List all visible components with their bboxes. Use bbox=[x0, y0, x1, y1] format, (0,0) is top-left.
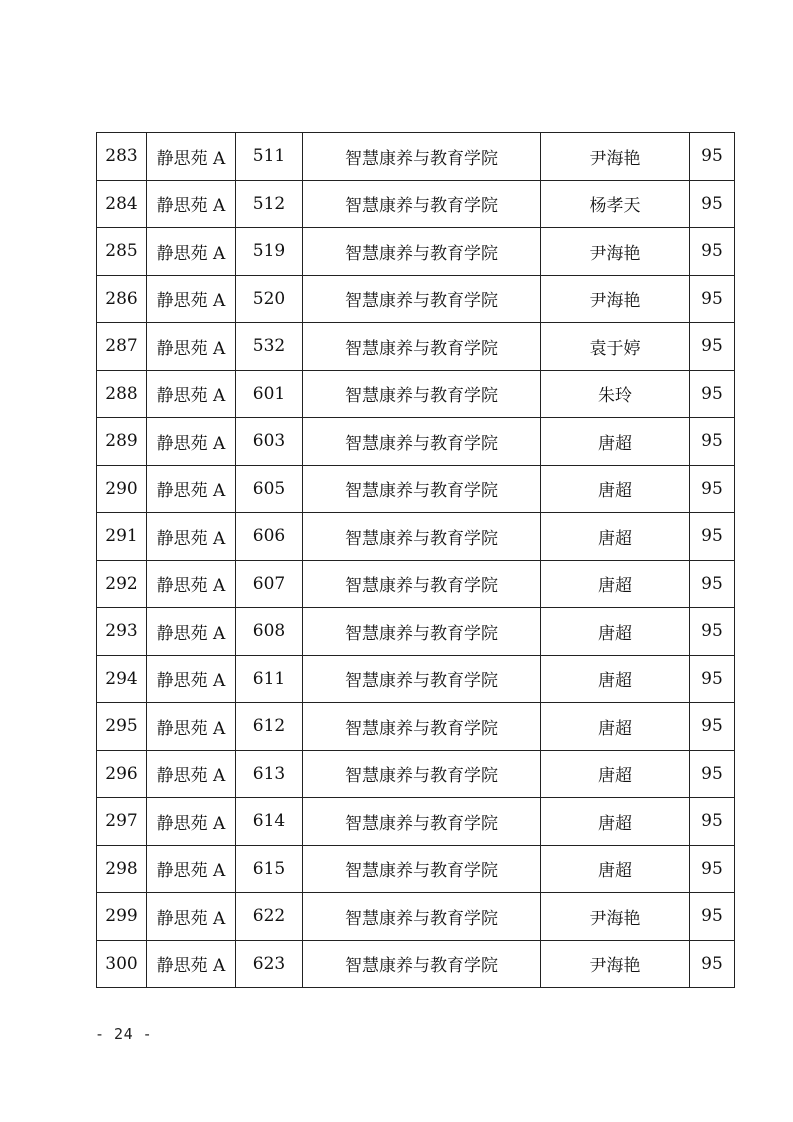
cell-score: 95 bbox=[690, 893, 735, 941]
cell-score: 95 bbox=[690, 608, 735, 656]
cell-building: 静思苑 A bbox=[147, 465, 236, 513]
cell-college: 智慧康养与教育学院 bbox=[303, 275, 541, 323]
table-row bbox=[97, 133, 735, 181]
cell-room: 603 bbox=[236, 418, 303, 466]
cell-room: 613 bbox=[236, 750, 303, 798]
cell-name: 唐超 bbox=[541, 465, 690, 513]
cell-score: 95 bbox=[690, 560, 735, 608]
cell-name: 唐超 bbox=[541, 418, 690, 466]
table-row bbox=[97, 180, 735, 228]
cell-number: 299 bbox=[97, 893, 147, 941]
cell-number: 288 bbox=[97, 370, 147, 418]
cell-number: 289 bbox=[97, 418, 147, 466]
cell-building: 静思苑 A bbox=[147, 323, 236, 371]
cell-building: 静思苑 A bbox=[147, 513, 236, 561]
cell-college: 智慧康养与教育学院 bbox=[303, 703, 541, 751]
cell-number: 295 bbox=[97, 703, 147, 751]
cell-college: 智慧康养与教育学院 bbox=[303, 845, 541, 893]
table-row bbox=[97, 608, 735, 656]
table-row bbox=[97, 798, 735, 846]
cell-building: 静思苑 A bbox=[147, 655, 236, 703]
cell-college: 智慧康养与教育学院 bbox=[303, 513, 541, 561]
cell-college: 智慧康养与教育学院 bbox=[303, 893, 541, 941]
table-row bbox=[97, 323, 735, 371]
cell-room: 605 bbox=[236, 465, 303, 513]
table-row bbox=[97, 940, 735, 988]
cell-number: 294 bbox=[97, 655, 147, 703]
cell-room: 623 bbox=[236, 940, 303, 988]
cell-score: 95 bbox=[690, 228, 735, 276]
cell-score: 95 bbox=[690, 703, 735, 751]
cell-college: 智慧康养与教育学院 bbox=[303, 940, 541, 988]
cell-name: 唐超 bbox=[541, 560, 690, 608]
cell-room: 532 bbox=[236, 323, 303, 371]
cell-room: 511 bbox=[236, 133, 303, 181]
table-row bbox=[97, 370, 735, 418]
cell-name: 唐超 bbox=[541, 845, 690, 893]
cell-building: 静思苑 A bbox=[147, 798, 236, 846]
cell-room: 622 bbox=[236, 893, 303, 941]
cell-building: 静思苑 A bbox=[147, 370, 236, 418]
cell-score: 95 bbox=[690, 798, 735, 846]
table-row bbox=[97, 655, 735, 703]
cell-number: 290 bbox=[97, 465, 147, 513]
cell-building: 静思苑 A bbox=[147, 893, 236, 941]
cell-college: 智慧康养与教育学院 bbox=[303, 370, 541, 418]
cell-score: 95 bbox=[690, 418, 735, 466]
cell-score: 95 bbox=[690, 845, 735, 893]
cell-building: 静思苑 A bbox=[147, 703, 236, 751]
cell-building: 静思苑 A bbox=[147, 940, 236, 988]
cell-building: 静思苑 A bbox=[147, 560, 236, 608]
cell-name: 唐超 bbox=[541, 513, 690, 561]
cell-score: 95 bbox=[690, 750, 735, 798]
cell-building: 静思苑 A bbox=[147, 133, 236, 181]
cell-number: 285 bbox=[97, 228, 147, 276]
cell-room: 611 bbox=[236, 655, 303, 703]
cell-college: 智慧康养与教育学院 bbox=[303, 323, 541, 371]
table-row bbox=[97, 560, 735, 608]
cell-number: 284 bbox=[97, 180, 147, 228]
cell-college: 智慧康养与教育学院 bbox=[303, 750, 541, 798]
cell-name: 尹海艳 bbox=[541, 228, 690, 276]
table-row bbox=[97, 703, 735, 751]
cell-room: 512 bbox=[236, 180, 303, 228]
cell-name: 尹海艳 bbox=[541, 893, 690, 941]
cell-college: 智慧康养与教育学院 bbox=[303, 798, 541, 846]
cell-name: 杨孝天 bbox=[541, 180, 690, 228]
cell-name: 尹海艳 bbox=[541, 275, 690, 323]
cell-college: 智慧康养与教育学院 bbox=[303, 133, 541, 181]
cell-number: 296 bbox=[97, 750, 147, 798]
cell-number: 293 bbox=[97, 608, 147, 656]
cell-score: 95 bbox=[690, 180, 735, 228]
cell-number: 297 bbox=[97, 798, 147, 846]
cell-room: 601 bbox=[236, 370, 303, 418]
cell-number: 286 bbox=[97, 275, 147, 323]
cell-number: 292 bbox=[97, 560, 147, 608]
table-row bbox=[97, 228, 735, 276]
cell-score: 95 bbox=[690, 370, 735, 418]
cell-room: 612 bbox=[236, 703, 303, 751]
cell-room: 607 bbox=[236, 560, 303, 608]
table-row bbox=[97, 513, 735, 561]
cell-building: 静思苑 A bbox=[147, 275, 236, 323]
cell-score: 95 bbox=[690, 465, 735, 513]
cell-score: 95 bbox=[690, 940, 735, 988]
cell-number: 287 bbox=[97, 323, 147, 371]
cell-building: 静思苑 A bbox=[147, 228, 236, 276]
cell-college: 智慧康养与教育学院 bbox=[303, 418, 541, 466]
cell-room: 520 bbox=[236, 275, 303, 323]
cell-name: 尹海艳 bbox=[541, 133, 690, 181]
cell-score: 95 bbox=[690, 275, 735, 323]
table-row bbox=[97, 893, 735, 941]
cell-college: 智慧康养与教育学院 bbox=[303, 465, 541, 513]
cell-score: 95 bbox=[690, 513, 735, 561]
cell-college: 智慧康养与教育学院 bbox=[303, 560, 541, 608]
cell-room: 615 bbox=[236, 845, 303, 893]
dormitory-score-table bbox=[96, 132, 735, 988]
table-row bbox=[97, 418, 735, 466]
dormitory-score-table-container bbox=[96, 132, 734, 988]
cell-room: 606 bbox=[236, 513, 303, 561]
cell-building: 静思苑 A bbox=[147, 418, 236, 466]
cell-number: 291 bbox=[97, 513, 147, 561]
cell-room: 614 bbox=[236, 798, 303, 846]
cell-name: 尹海艳 bbox=[541, 940, 690, 988]
cell-building: 静思苑 A bbox=[147, 845, 236, 893]
cell-college: 智慧康养与教育学院 bbox=[303, 608, 541, 656]
cell-score: 95 bbox=[690, 323, 735, 371]
cell-name: 唐超 bbox=[541, 703, 690, 751]
cell-room: 519 bbox=[236, 228, 303, 276]
cell-building: 静思苑 A bbox=[147, 180, 236, 228]
page-number: - 24 - bbox=[95, 1025, 153, 1043]
cell-name: 唐超 bbox=[541, 798, 690, 846]
table-row bbox=[97, 750, 735, 798]
cell-score: 95 bbox=[690, 655, 735, 703]
cell-number: 300 bbox=[97, 940, 147, 988]
cell-name: 唐超 bbox=[541, 750, 690, 798]
cell-college: 智慧康养与教育学院 bbox=[303, 228, 541, 276]
cell-name: 唐超 bbox=[541, 655, 690, 703]
cell-building: 静思苑 A bbox=[147, 750, 236, 798]
cell-number: 283 bbox=[97, 133, 147, 181]
cell-score: 95 bbox=[690, 133, 735, 181]
cell-name: 唐超 bbox=[541, 608, 690, 656]
table-body bbox=[97, 133, 735, 988]
cell-college: 智慧康养与教育学院 bbox=[303, 655, 541, 703]
cell-name: 袁于婷 bbox=[541, 323, 690, 371]
cell-college: 智慧康养与教育学院 bbox=[303, 180, 541, 228]
cell-number: 298 bbox=[97, 845, 147, 893]
table-row bbox=[97, 465, 735, 513]
cell-room: 608 bbox=[236, 608, 303, 656]
cell-building: 静思苑 A bbox=[147, 608, 236, 656]
table-row bbox=[97, 845, 735, 893]
table-row bbox=[97, 275, 735, 323]
cell-name: 朱玲 bbox=[541, 370, 690, 418]
